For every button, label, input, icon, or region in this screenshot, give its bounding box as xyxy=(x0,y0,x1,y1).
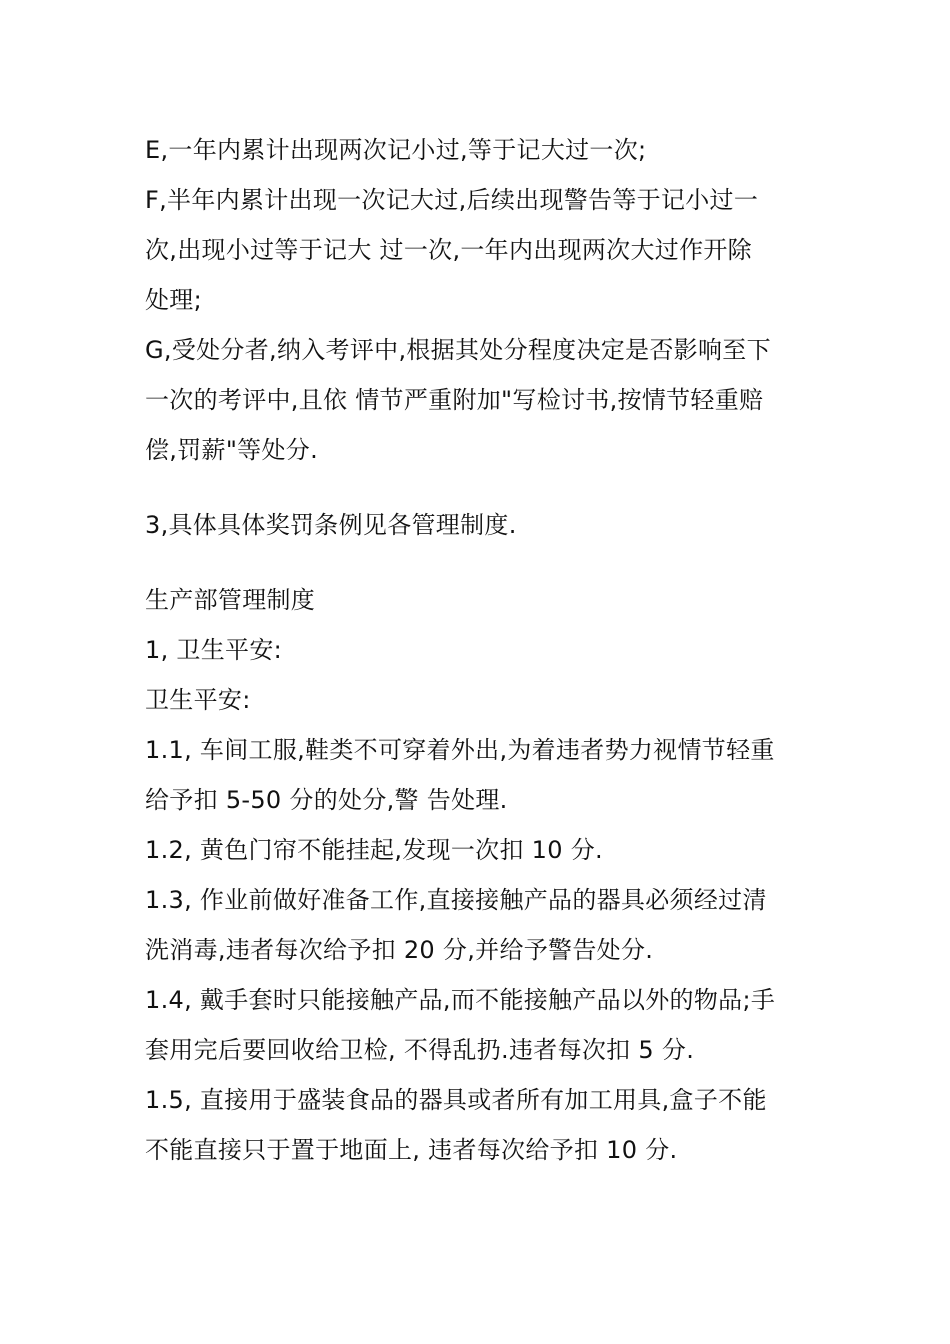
text-line: 1.1, 车间工服,鞋类不可穿着外出,为着违者势力视情节轻重 xyxy=(145,736,775,764)
text-line: 1.4, 戴手套时只能接触产品,而不能接触产品以外的物品;手 xyxy=(145,986,776,1014)
text-line: 不能直接只于置于地面上, 违者每次给予扣 10 分. xyxy=(145,1136,678,1164)
text-line: 处理; xyxy=(145,286,202,314)
text-line: F,半年内累计出现一次记大过,后续出现警告等于记小过一 xyxy=(145,186,759,214)
text-line: 1.3, 作业前做好准备工作,直接接触产品的器具必须经过清 xyxy=(145,886,767,914)
section-heading: 生产部管理制度 xyxy=(145,586,316,614)
text-line: 洗消毒,违者每次给予扣 20 分,并给予警告处分. xyxy=(145,936,654,964)
text-line: 1.5, 直接用于盛装食品的器具或者所有加工用具,盒子不能 xyxy=(145,1086,767,1114)
text-line: G,受处分者,纳入考评中,根据其处分程度决定是否影响至下 xyxy=(145,336,771,364)
text-line: 套用完后要回收给卫检, 不得乱扔.违者每次扣 5 分. xyxy=(145,1036,695,1064)
text-line: 偿,罚薪"等处分. xyxy=(145,436,318,464)
text-line: 卫生平安: xyxy=(145,686,251,714)
text-line: 给予扣 5-50 分的处分,警 告处理. xyxy=(145,786,508,814)
text-line: 一次的考评中,且依 情节严重附加"写检讨书,按情节轻重赔 xyxy=(145,386,764,414)
text-line: 1.2, 黄色门帘不能挂起,发现一次扣 10 分. xyxy=(145,836,603,864)
text-line: 3,具体具体奖罚条例见各管理制度. xyxy=(145,511,517,539)
text-line: 次,出现小过等于记大 过一次,一年内出现两次大过作开除 xyxy=(145,236,752,264)
text-line: E,一年内累计出现两次记小过,等于记大过一次; xyxy=(145,136,647,164)
text-line: 1, 卫生平安: xyxy=(145,636,283,664)
